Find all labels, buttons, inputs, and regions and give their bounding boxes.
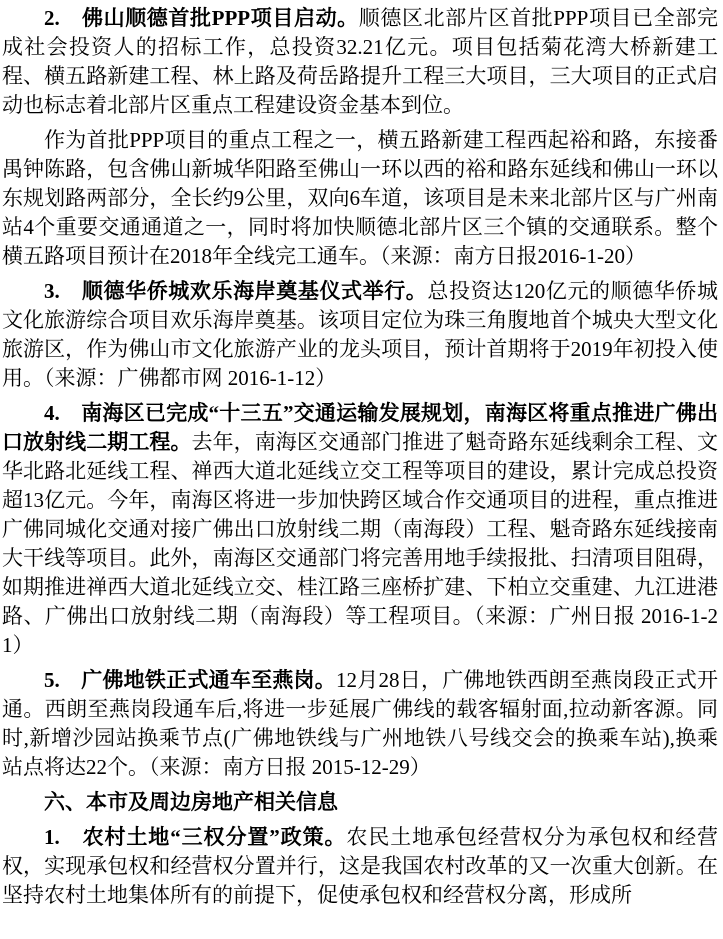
news-item-4-body: 去年，南海区交通部门推进了魁奇路东延线剩余工程、文华北路北延线工程、禅西大道北延线立交工程等项目的建设，累计完成总投资超13亿元。今年，南海区将进一步加快跨区域合作交通项目的进程，重点推进广佛同城化交通对接广佛出口放射线二期（南海段）工程、魁奇路东延线接南大干线等项目。此外，南海区交通部门将完善用地手续报批、扫清项目阻碍，如期推进禅西大道北延线立交、桂江路三座桥扩建、下柏立交重建、九江进港路、广佛出口放射线二期（南海段）等工程项目。（来源：广州日报 2016-1-21）	[2, 430, 718, 657]
news-item-2	[2, 4, 718, 120]
news-item-1-rural-land	[2, 823, 718, 910]
news-item-3	[2, 277, 718, 393]
news-item-1-title: 1. 农村土地“三权分置”政策。	[44, 825, 347, 849]
news-item-2-title: 2. 佛山顺德首批PPP项目启动。	[44, 6, 359, 30]
news-item-1-body: 农民土地承包经营权分为承包权和经营权，实现承包权和经营权分置并行，这是我国农村改革的又一次重大创新。在坚持农村土地集体所有的前提下，促使承包权和经营权分离，形成所	[2, 825, 719, 907]
section-heading-6-text: 六、本市及周边房地产相关信息	[44, 790, 338, 814]
news-item-5-title: 5. 广佛地铁正式通车至燕岗。	[44, 668, 337, 692]
news-item-4-title: 4. 南海区已完成“十三五”交通运输发展规划，南海区将重点推进广佛出口放射线二期工程。	[2, 401, 718, 454]
news-item-2-body: 顺德区北部片区首批PPP项目已全部完成社会投资人的招标工作，总投资32.21亿元。项目包括菊花湾大桥新建工程、横五路新建工程、林上路及荷岳路提升工程三大项目，三大项目的正式启动也标志着北部片区重点工程建设资金基本到位。	[2, 6, 718, 117]
news-item-4	[2, 399, 718, 660]
news-item-2-continuation-paragraph	[2, 126, 718, 271]
news-item-5-body: 12月28日，广佛地铁西朗至燕岗段正式开通。西朗至燕岗段通车后,将进一步延展广佛线的载客辐射面,拉动新客源。同时,新增沙园站换乘节点(广佛地铁线与广州地铁八号线交会的换乘车站),换乘站点将达22个。（来源：南方日报 2015-12-29）	[2, 668, 719, 779]
section-heading-6	[2, 788, 718, 817]
news-item-3-title: 3. 顺德华侨城欢乐海岸奠基仪式举行。	[44, 279, 428, 303]
news-item-5	[2, 666, 718, 782]
news-item-3-body: 总投资达120亿元的顺德华侨城文化旅游综合项目欢乐海岸奠基。该项目定位为珠三角腹地首个城央大型文化旅游区，作为佛山市文化旅游产业的龙头项目，预计首期将于2019年初投入使用。（来源：广佛都市网 2016-1-12）	[2, 279, 719, 390]
news-item-2-continuation-body: 作为首批PPP项目的重点工程之一，横五路新建工程西起裕和路，东接番禺钟陈路，包含佛山新城华阳路至佛山一环以西的裕和路东延线和佛山一环以东规划路两部分，全长约9公里，双向6车道，该项目是未来北部片区与广州南站4个重要交通通道之一，同时将加快顺德北部片区三个镇的交通联系。整个横五路项目预计在2018年全线完工通车。（来源：南方日报2016-1-20）	[2, 128, 718, 268]
